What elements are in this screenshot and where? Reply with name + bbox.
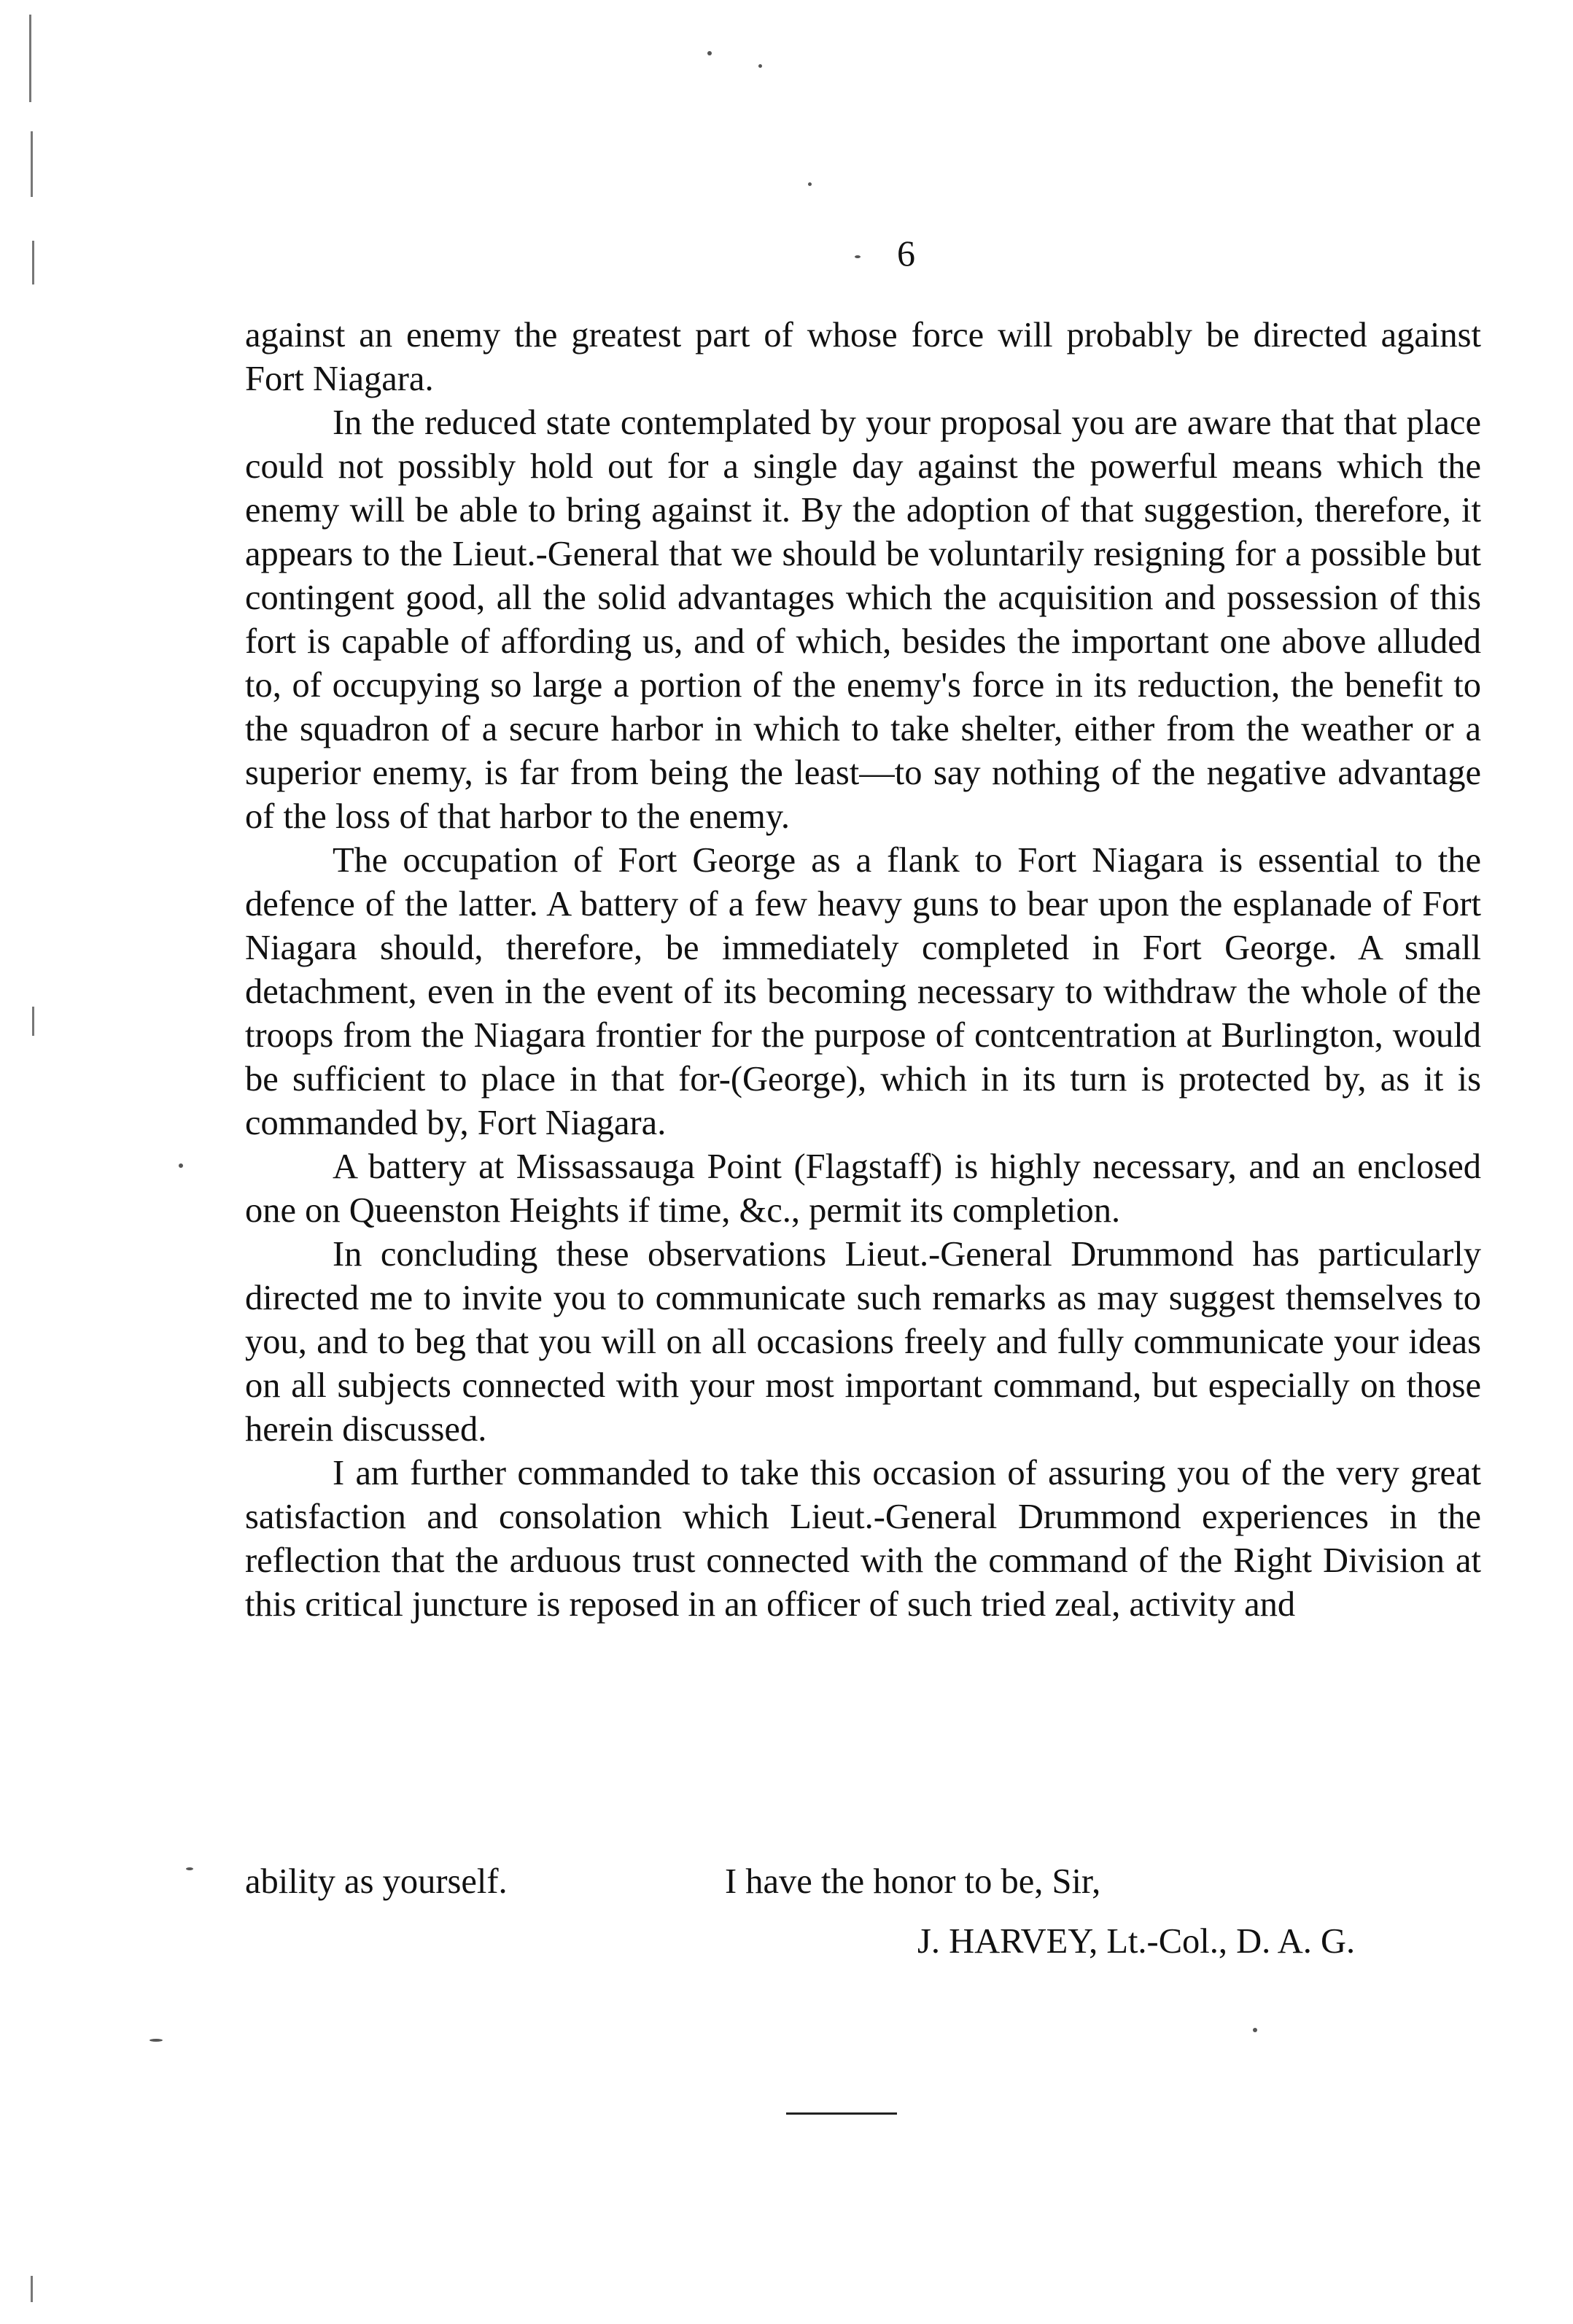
scan-speck	[808, 182, 812, 186]
paragraph-continuation: against an enemy the greatest part of whose force will probably be directed against Fort Niagara.	[245, 316, 1481, 398]
paragraph-communications: In concluding these observations Lieut.-General Drummond has particularly directed me to invite you to communicate such remarks as may suggest themselves to you, and to beg that you will on all occasions freely and fully communicate your ideas on all subjects connected with your most important command, but especially on those herein discussed.	[245, 1235, 1481, 1449]
scan-speck	[707, 51, 712, 55]
scan-speck	[186, 1867, 193, 1870]
margin-mark	[32, 241, 34, 284]
signature: J. HARVEY, Lt.-Col., D. A. G.	[917, 1922, 1356, 1961]
complimentary-close: I have the honor to be, Sir,	[725, 1862, 1101, 1901]
paragraph-fort-george: The occupation of Fort George as a flank to Fort Niagara is essential to the defence of the latter. A battery of a few heavy guns to bear upon the esplanade of Fort Niagara should, therefore, be immediately completed in Fort George. A small detachment, even in the event of its becoming necessary to withdraw the whole of the troops from the Niagara frontier for the purpose of contcentration at Burlington, would be sufficient to place in that for-(George), which in its turn is protected by, as it is commanded by, Fort Niagara.	[245, 841, 1481, 1142]
scan-speck	[179, 1163, 183, 1168]
margin-mark	[32, 1007, 34, 1036]
scan-speck	[855, 255, 861, 258]
margin-mark	[31, 2276, 33, 2302]
paragraph-batteries: A battery at Missassauga Point (Flagstaff) is highly necessary, and an enclosed one on Queenston Heights if time, &c., permit its completion.	[245, 1147, 1481, 1230]
scan-speck	[149, 2039, 163, 2042]
scan-speck	[758, 64, 762, 68]
letter-body	[245, 314, 1481, 1627]
scan-speck	[1253, 2028, 1257, 2032]
margin-mark	[31, 131, 33, 197]
closing-start: ability as yourself.	[245, 1862, 508, 1901]
section-divider	[786, 2112, 897, 2115]
page-number: 6	[897, 233, 915, 274]
closing-line	[245, 1860, 1481, 1904]
paragraph-fort-niagara-proposal: In the reduced state contemplated by your proposal you are aware that that place could not possibly hold out for a single day against the powerful means which the enemy will be able to bring against it. By the adoption of that suggestion, therefore, it appears to the Lieut.-General that we should be voluntarily resigning for a possible but contingent good, all the solid advantages which the acquisition and possession of this fort is capable of affording us, and of which, besides the important one above alluded to, of occupying so large a portion of the enemy's force in its reduction, the benefit to the squadron of a secure harbor in which to take shelter, either from the weather or a superior enemy, is far from being the least—to say nothing of the negative advantage of the loss of that harbor to the enemy.	[245, 403, 1481, 836]
paragraph-satisfaction: I am further commanded to take this occasion of assuring you of the very great satisfaction and consolation which Lieut.-General Drummond experiences in the reflection that the arduous trust connected with the command of the Right Division at this critical juncture is reposed in an officer of such tried zeal, activity and	[245, 1454, 1481, 1624]
margin-mark	[29, 15, 31, 102]
